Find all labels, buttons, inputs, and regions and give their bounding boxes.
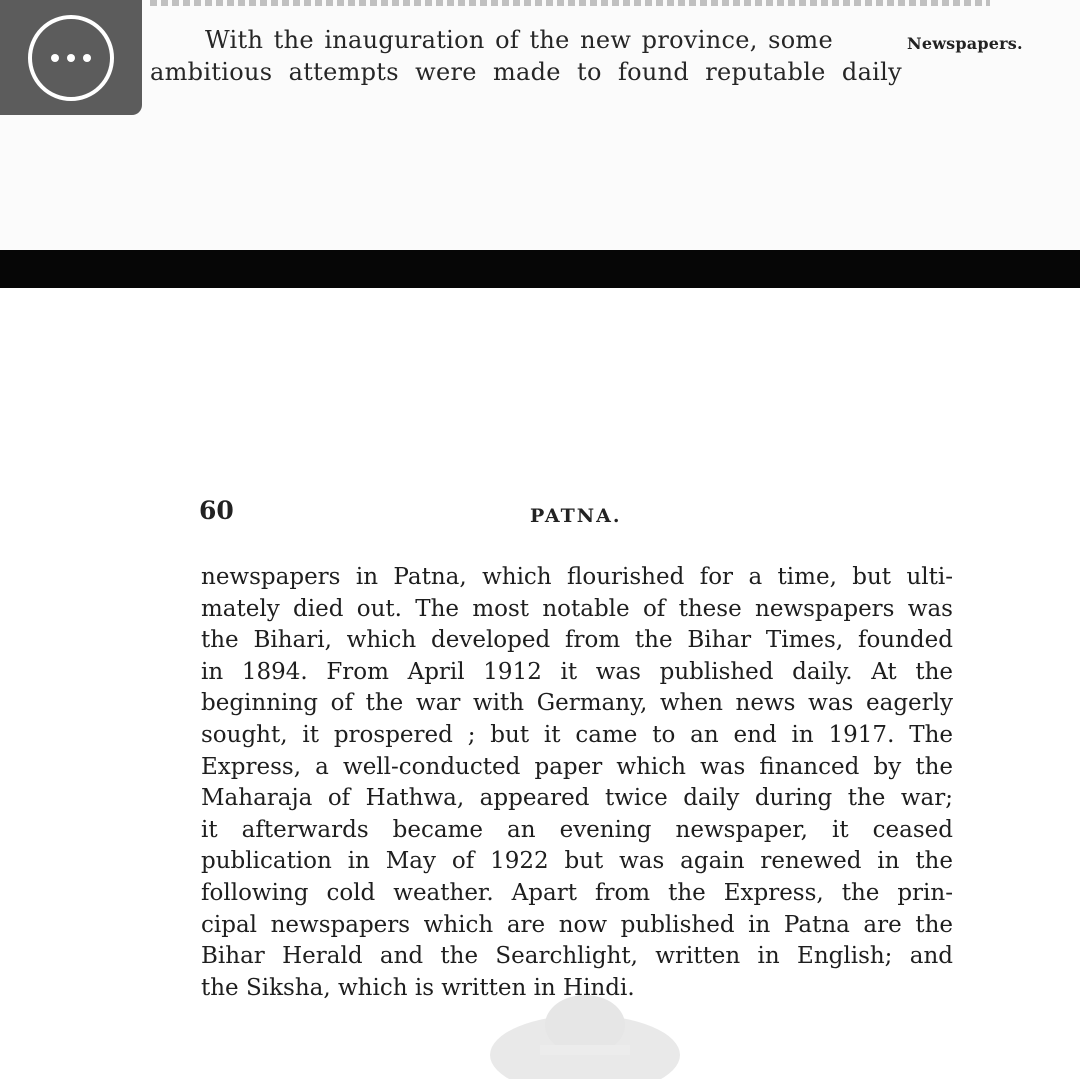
text-line: the Siksha, which is written in Hindi. [201, 974, 635, 1001]
previous-page-line-2: ambitious attempts were made to found reputable daily [150, 58, 902, 86]
text-line: beginning of the war with Germany, when news was eagerly [201, 690, 953, 717]
text-line: Maharaja of Hathwa, appeared twice daily during the war; [201, 785, 953, 812]
more-options-button[interactable] [0, 0, 142, 115]
text-line: in 1894. From April 1912 it was published daily. At the [201, 658, 953, 685]
text-line: newspapers in Patna, which flourished for a time, but ulti- [201, 564, 953, 590]
margin-note: Newspapers. [907, 34, 1023, 53]
previous-page-fragment [0, 0, 1080, 250]
text-line: the Bihari, which developed from the Bihar Times, founded [201, 627, 953, 654]
text-line: Express, a well-conducted paper which was financed by the [201, 753, 953, 780]
page-divider [0, 250, 1080, 288]
text-line: following cold weather. Apart from the Express, the prin- [201, 879, 953, 906]
cropped-text-line [150, 0, 990, 6]
body-text [201, 562, 953, 1004]
text-line: it afterwards became an evening newspaper, it ceased [201, 816, 953, 843]
text-line: publication in May of 1922 but was again renewed in the [201, 848, 953, 875]
dot [83, 54, 91, 62]
text-line: Bihar Herald and the Searchlight, written in English; and [201, 943, 953, 970]
page-number: 60 [199, 496, 234, 525]
text-line: sought, it prospered ; but it came to an end in 1917. The [201, 721, 953, 748]
running-title: PATNA. [530, 505, 622, 527]
previous-page-line-1: With the inauguration of the new province, some [205, 26, 833, 54]
text-line: cipal newspapers which are now published in Patna are the [201, 911, 953, 938]
dot [51, 54, 59, 62]
dot [67, 54, 75, 62]
text-line: mately died out. The most notable of these newspapers was [201, 595, 953, 622]
more-horizontal-icon [28, 15, 114, 101]
watermark-emblem-icon [480, 995, 690, 1079]
